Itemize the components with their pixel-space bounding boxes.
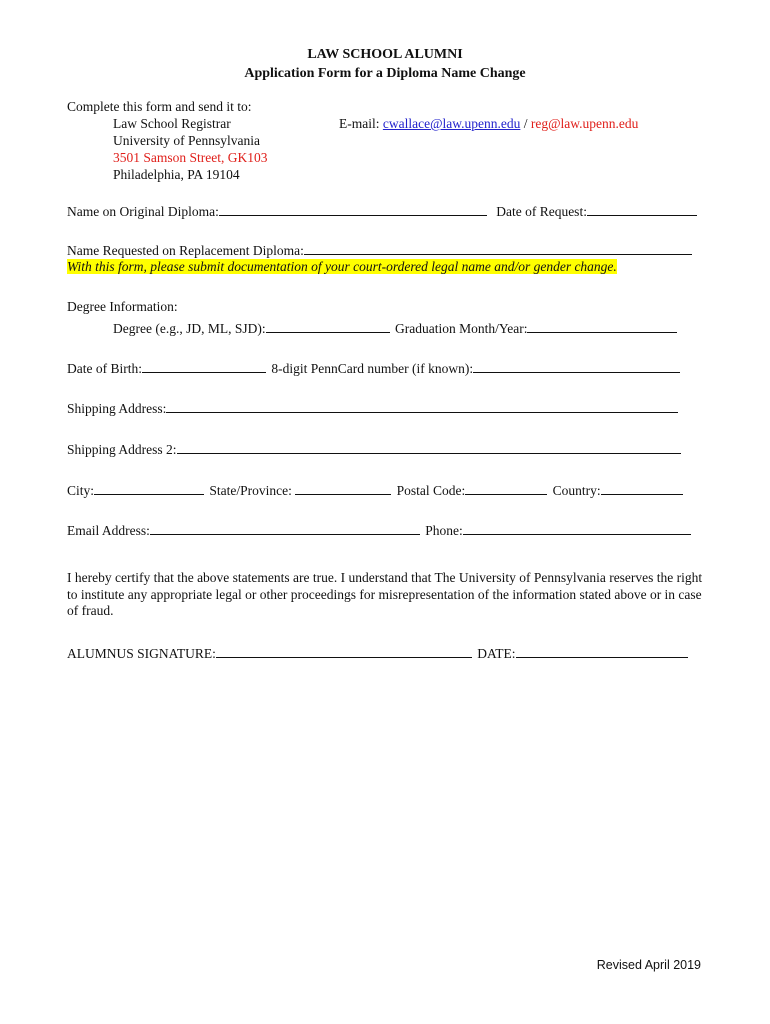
country-field[interactable] <box>601 481 683 495</box>
documentation-notice-text: With this form, please submit documentation of your court-ordered legal name and/or gender change. <box>67 259 617 274</box>
email-contact <box>339 115 638 132</box>
shipping-address-2-field[interactable] <box>177 440 681 454</box>
penncard-field[interactable] <box>473 359 680 373</box>
email-separator: / <box>520 116 531 131</box>
degree-row <box>113 319 677 337</box>
degree-label: Degree (e.g., JD, ML, SJD): <box>113 321 266 336</box>
form-subtitle: Application Form for a Diploma Name Change <box>244 66 526 81</box>
signature-row <box>67 644 688 662</box>
graduation-field[interactable] <box>527 319 677 333</box>
dob-label: Date of Birth: <box>67 361 142 376</box>
original-name-field[interactable] <box>219 202 487 216</box>
original-name-label: Name on Original Diploma: <box>67 204 219 219</box>
location-row <box>67 481 683 499</box>
penncard-label: 8-digit PennCard number (if known): <box>271 361 474 376</box>
address-line-4: Philadelphia, PA 19104 <box>113 167 240 182</box>
email-phone-row <box>67 521 691 539</box>
signature-field[interactable] <box>216 644 472 658</box>
email-label: E-mail: <box>339 116 383 131</box>
original-name-row <box>67 202 697 220</box>
city-label: City: <box>67 483 95 498</box>
requested-name-label: Name Requested on Replacement Diploma: <box>67 243 304 258</box>
shipping-address-label: Shipping Address: <box>67 401 167 416</box>
phone-field[interactable] <box>463 521 691 535</box>
address-line-1: Law School Registrar <box>113 116 231 131</box>
shipping2-row <box>67 440 681 458</box>
signature-date-label: DATE: <box>477 646 516 661</box>
date-request-field[interactable] <box>587 202 697 216</box>
signature-label: ALUMNUS SIGNATURE: <box>67 646 216 661</box>
shipping-row <box>67 399 678 417</box>
certification-statement: I hereby certify that the above statements are true. I understand that The University of Pennsylvania reserves the right to institute any appropriate legal or other proceedings for misrepresentation of the information stated above or in case of fraud. <box>67 570 703 618</box>
signature-date-field[interactable] <box>516 644 688 658</box>
postal-code-field[interactable] <box>465 481 547 495</box>
requested-name-field[interactable] <box>304 241 692 255</box>
dob-row <box>67 359 680 377</box>
send-intro: Complete this form and send it to: <box>67 99 252 114</box>
shipping-address-field[interactable] <box>166 399 678 413</box>
city-field[interactable] <box>94 481 204 495</box>
address-line-2: University of Pennsylvania <box>113 133 260 148</box>
degree-info-label: Degree Information: <box>67 299 178 314</box>
degree-field[interactable] <box>266 319 390 333</box>
phone-label: Phone: <box>425 523 463 538</box>
dob-field[interactable] <box>142 359 266 373</box>
date-request-label: Date of Request: <box>496 204 587 219</box>
requested-name-row <box>67 241 692 259</box>
country-label: Country: <box>552 483 601 498</box>
state-field[interactable] <box>295 481 391 495</box>
postal-code-label: Postal Code: <box>396 483 466 498</box>
email-address-field[interactable] <box>150 521 420 535</box>
documentation-notice <box>67 258 617 275</box>
graduation-label: Graduation Month/Year: <box>394 321 528 336</box>
form-title: LAW SCHOOL ALUMNI <box>307 47 463 62</box>
state-label: State/Province: <box>209 483 296 498</box>
email-link-reg[interactable]: reg@law.upenn.edu <box>530 116 639 131</box>
address-line-3: 3501 Samson Street, GK103 <box>113 150 268 165</box>
email-link-cwallace[interactable]: cwallace@law.upenn.edu <box>382 116 521 131</box>
revision-note: Revised April 2019 <box>596 958 701 972</box>
email-address-label: Email Address: <box>67 523 150 538</box>
shipping-address-2-label: Shipping Address 2: <box>67 442 177 457</box>
